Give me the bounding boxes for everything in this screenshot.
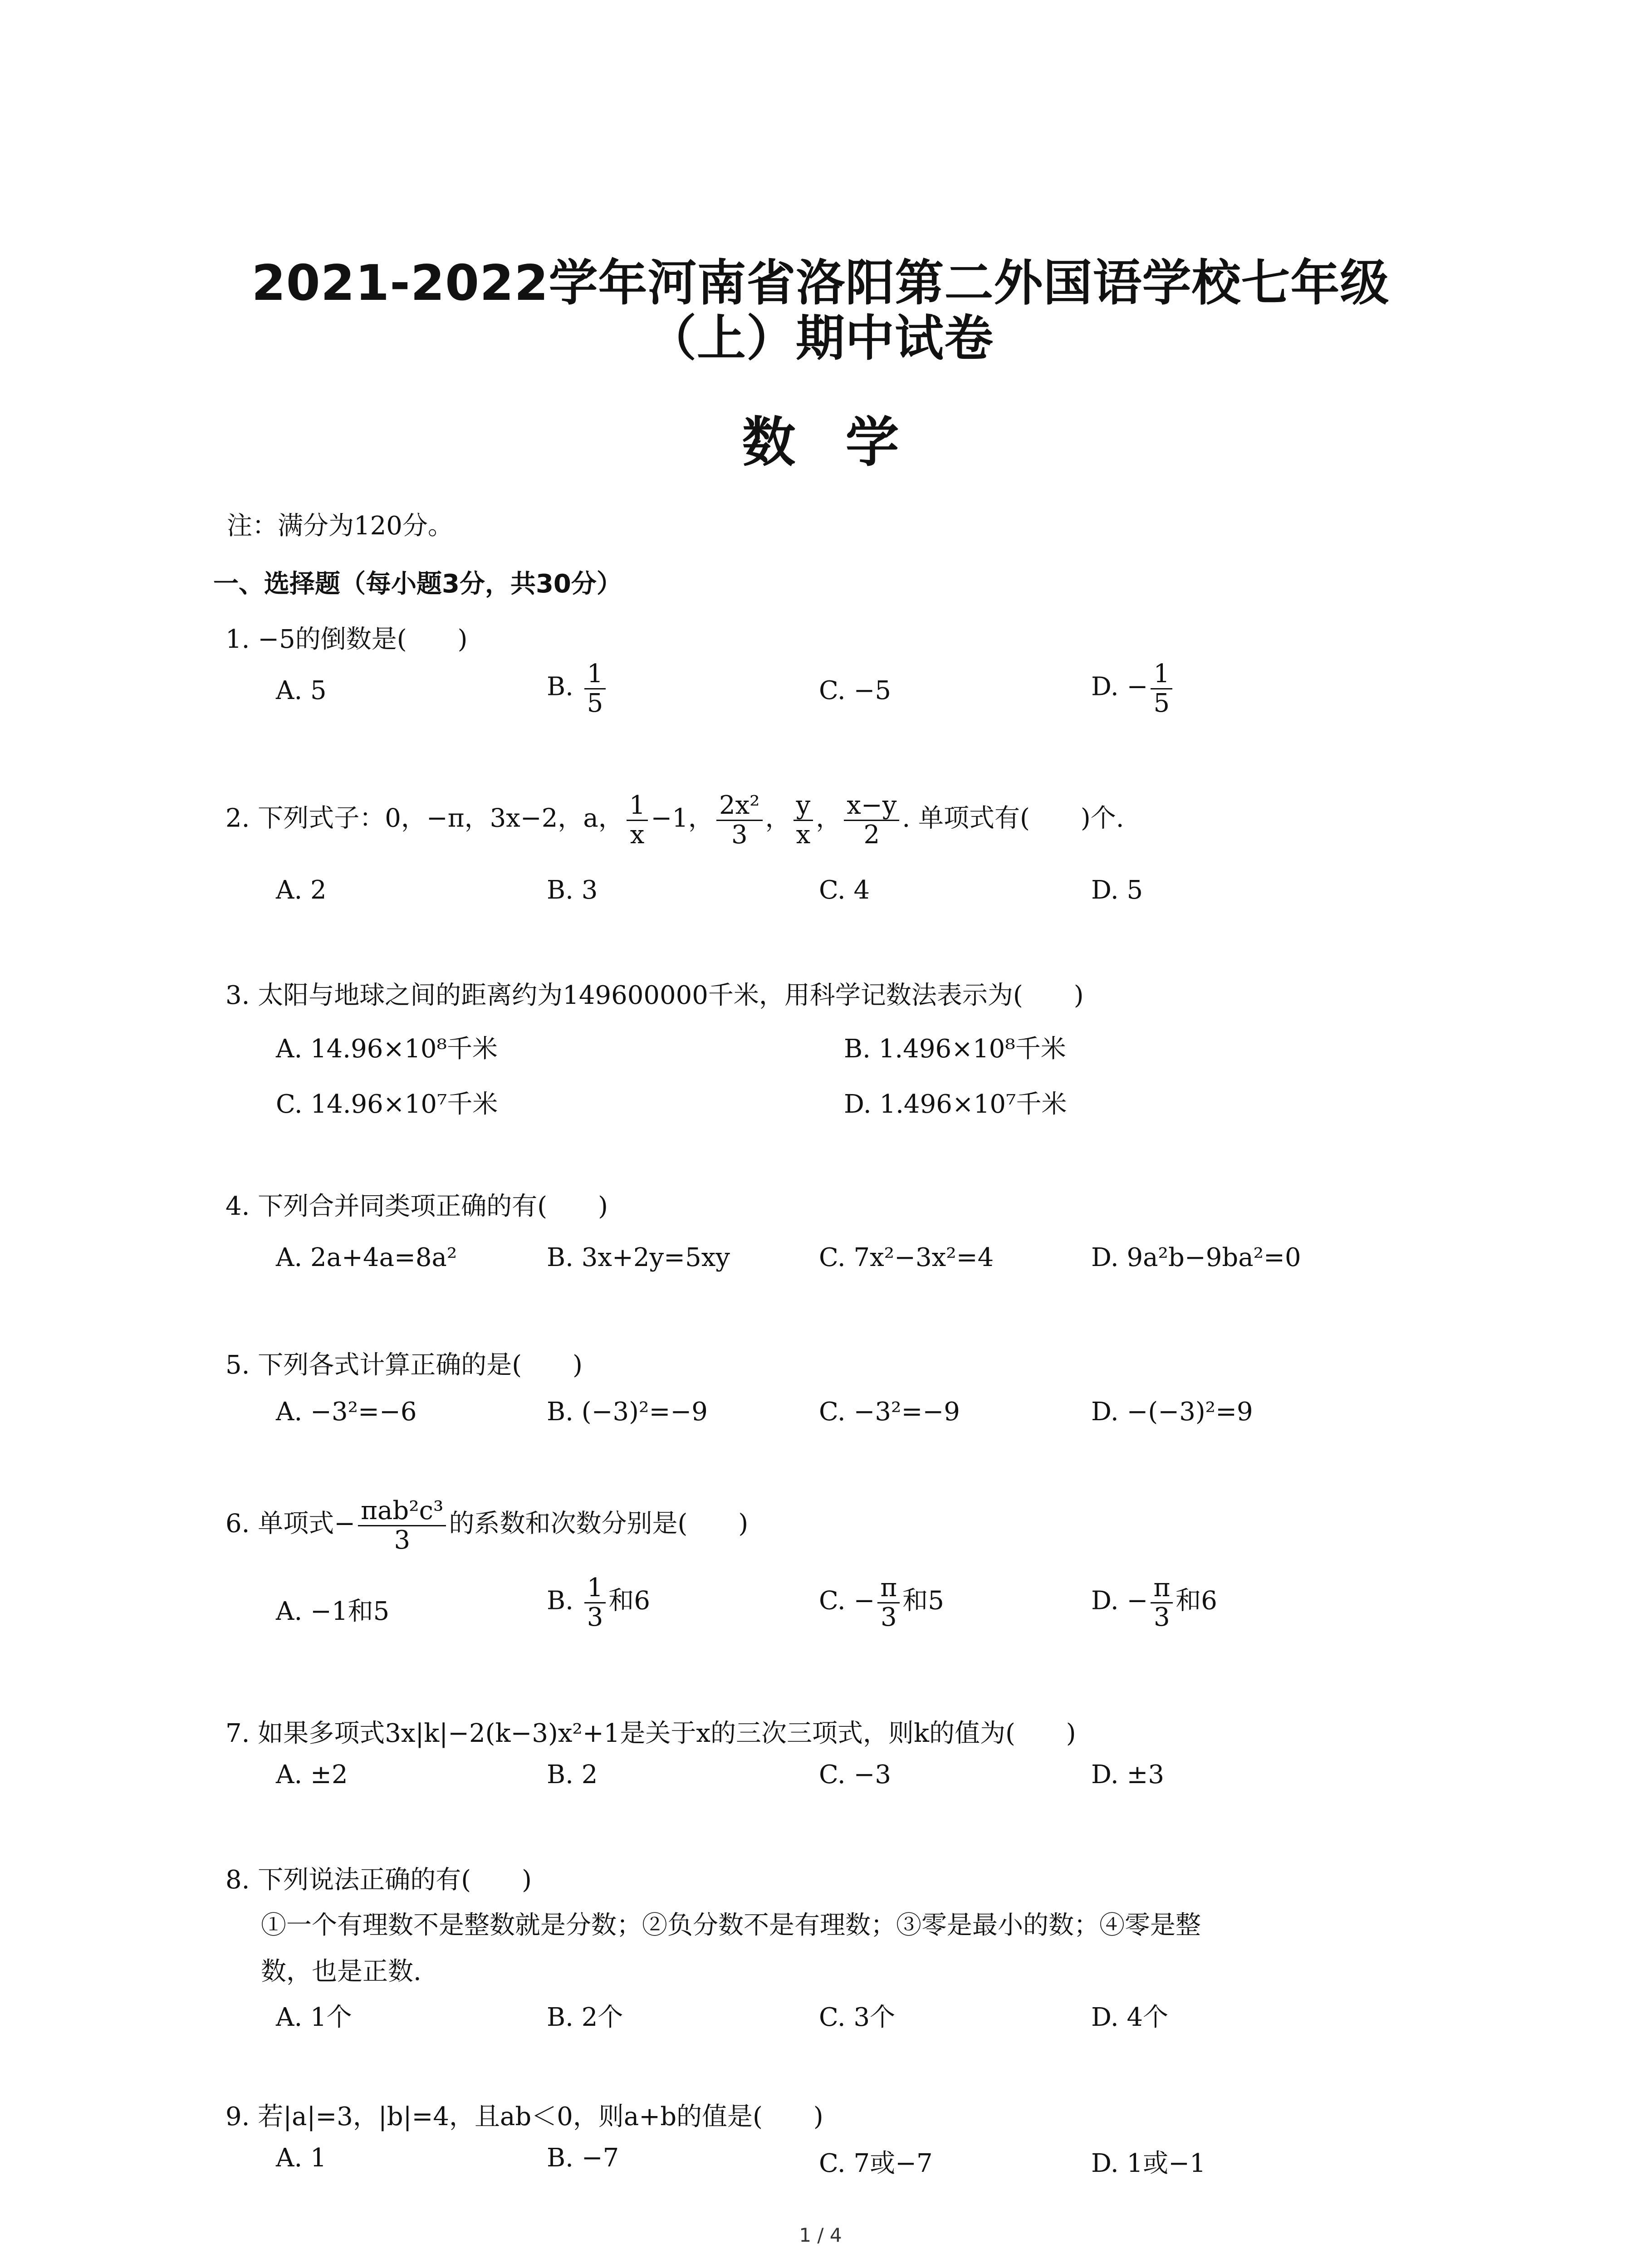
fraction: $\frac{1}{3}$ — [584, 1574, 606, 1631]
question-3-stem: 3. 太阳与地球之间的距离约为149600000千米，用科学记数法表示为( ) — [225, 981, 1084, 1010]
q5-option-a: A. −3²=−6 — [276, 1397, 417, 1427]
fraction: $\frac{y}{x}$ — [794, 792, 813, 849]
q1-option-a: A. 5 — [276, 676, 327, 705]
q5-option-d: D. −(−3)²=9 — [1091, 1397, 1253, 1427]
q2-option-b: B. 3 — [547, 875, 598, 905]
q8-statements-line1: ①一个有理数不是整数就是分数；②负分数不是有理数；③零是最小的数；④零是整 — [261, 1911, 1201, 1940]
fraction: $\frac{\pi}{3}$ — [1151, 1574, 1173, 1631]
q5-option-c: C. −3²=−9 — [819, 1397, 960, 1427]
exam-title-line2: （上）期中试卷 — [647, 310, 994, 367]
q7-option-a: A. ±2 — [276, 1760, 348, 1789]
q8-option-a: A. 1个 — [276, 2003, 352, 2032]
q7-option-c: C. −3 — [819, 1760, 892, 1789]
question-8-stem: 8. 下列说法正确的有( ) — [225, 1865, 532, 1895]
fraction: $\frac{1}{x}$ — [627, 792, 648, 849]
fraction: $\frac{1}{5}$ — [1151, 660, 1172, 717]
q2-option-c: C. 4 — [819, 875, 870, 905]
q8-statements-line2: 数，也是正数. — [261, 1957, 421, 1986]
q2-option-d: D. 5 — [1091, 875, 1143, 905]
q1-option-b: B. $\frac{1}{5}$ — [547, 660, 608, 717]
q2-option-a: A. 2 — [276, 875, 327, 905]
fraction: $\frac{\pi}{3}$ — [877, 1574, 900, 1631]
q5-option-b: B. (−3)²=−9 — [547, 1397, 708, 1427]
subject-heading: 数学 — [742, 411, 949, 474]
q4-option-a: A. 2a+4a=8a² — [276, 1243, 457, 1272]
section-heading-choice: 一、选择题（每小题3分，共30分） — [213, 569, 622, 599]
question-4-stem: 4. 下列合并同类项正确的有( ) — [225, 1192, 608, 1221]
question-7-stem: 7. 如果多项式3x|k|−2(k−3)x²+1是关于x的三次三项式，则k的值为( ) — [225, 1719, 1076, 1748]
q1-option-d: D. − $\frac{1}{5}$ — [1091, 660, 1175, 717]
fraction: $\frac{\text{πab²c³}}{3}$ — [358, 1497, 446, 1554]
q8-option-b: B. 2个 — [547, 2003, 623, 2032]
q1-option-c: C. −5 — [819, 676, 892, 705]
q3-option-b: B. 1.496×10⁸千米 — [844, 1034, 1066, 1064]
q9-option-d: D. 1或−1 — [1091, 2149, 1206, 2178]
fraction: $\frac{\text{2x²}}{3}$ — [716, 792, 763, 849]
q4-option-c: C. 7x²−3x²=4 — [819, 1243, 994, 1272]
q9-option-c: C. 7或−7 — [819, 2149, 933, 2178]
question-2-stem: 2. 下列式子：0，−π，3x−2，a， $\frac{1}{x}$ −1， $\frac{\text{2x²}}{3}$ ， $\frac{y}{x}$ ， $\frac{x-y}{2}$ . 单项式有( )个. — [225, 791, 1124, 850]
exam-title-line1: 2021-2022学年河南省洛阳第二外国语学校七年级 — [251, 255, 1390, 312]
q3-option-a: A. 14.96×10⁸千米 — [276, 1034, 498, 1064]
q3-option-c: C. 14.96×10⁷千米 — [276, 1090, 498, 1119]
q6-option-c: C. − $\frac{\pi}{3}$ 和5 — [819, 1573, 944, 1632]
q8-option-d: D. 4个 — [1091, 2003, 1169, 2032]
q9-option-a: A. 1 — [276, 2143, 327, 2173]
q7-option-d: D. ±3 — [1091, 1760, 1165, 1789]
fraction: $\frac{1}{5}$ — [584, 660, 606, 717]
q3-option-d: D. 1.496×10⁷千米 — [844, 1090, 1067, 1119]
q4-option-b: B. 3x+2y=5xy — [547, 1243, 730, 1272]
q6-option-b: B. $\frac{1}{3}$ 和6 — [547, 1573, 651, 1632]
q6-option-a: A. −1和5 — [276, 1597, 390, 1626]
question-1-stem: 1. −5的倒数是( ) — [225, 625, 468, 654]
q8-option-c: C. 3个 — [819, 2003, 896, 2032]
question-6-stem: 6. 单项式− $\frac{\text{πab²c³}}{3}$ 的系数和次数分别是( ) — [225, 1496, 749, 1555]
fraction: $\frac{x-y}{2}$ — [844, 792, 899, 849]
q9-option-b: B. −7 — [547, 2143, 619, 2173]
page-number: 1 / 4 — [799, 2224, 842, 2246]
q4-option-d: D. 9a²b−9ba²=0 — [1091, 1243, 1301, 1272]
score-note: 注：满分为120分。 — [227, 511, 453, 541]
question-5-stem: 5. 下列各式计算正确的是( ) — [225, 1350, 583, 1380]
q6-option-d: D. − $\frac{\pi}{3}$ 和6 — [1091, 1573, 1217, 1632]
q7-option-b: B. 2 — [547, 1760, 598, 1789]
question-9-stem: 9. 若|a|=3，|b|=4，且ab＜0，则a+b的值是( ) — [225, 2102, 823, 2131]
